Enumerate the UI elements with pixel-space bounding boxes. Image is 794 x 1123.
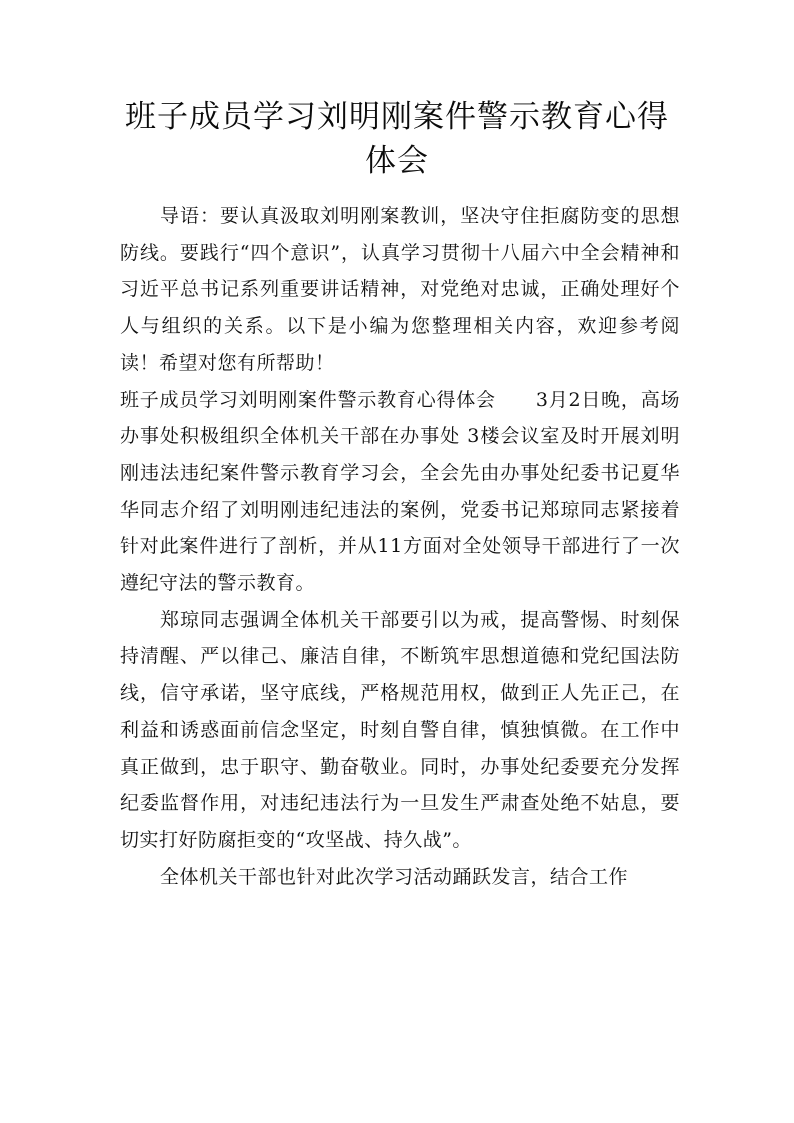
paragraph-1-text: 3月2日晚，高场办事处积极组织全体机关干部在办事处 3楼会议室及时开展刘明刚违法违纪案件警示教育学习会，全会先由办事处纪委书记夏华华同志介绍了刘明刚违纪违法的案例，党委书记郑琼同志紧接着针对此案件进行了剖析，并从11方面对全处领导干部进行了一次遵纪守法的警示教育。 [120, 388, 680, 595]
intro-paragraph: 导语：要认真汲取刘明刚案教训，坚决守住拒腐防变的思想防线。要践行“四个意识”，认真学习贯彻十八届六中全会精神和习近平总书记系列重要讲话精神，对党绝对忠诚，正确处理好个人与组织的关系。以下是小编为您整理相关内容，欢迎参考阅读！希望对您有所帮助！ [120, 205, 680, 374]
subtitle-text: 班子成员学习刘明刚案件警示教育心得体会 [120, 388, 496, 411]
paragraph-1 [120, 382, 680, 602]
paragraph-2: 郑琼同志强调全体机关干部要引以为戒，提高警惕、时刻保持清醒、严以律己、廉洁自律，不断筑牢思想道德和党纪国法防线，信守承诺，坚守底线，严格规范用权，做到正人先正己，在利益和诱惑面前信念坚定，时刻自警自律，慎独慎微。在工作中真正做到，忠于职守、勤奋敬业。同时，办事处纪委要充分发挥纪委监督作用，对违纪违法行为一旦发生严肃查处绝不姑息，要切实打好防腐拒变的“攻坚战、持久战”。 [120, 608, 680, 851]
paragraph-3: 全体机关干部也针对此次学习活动踊跃发言，结合工作 [160, 865, 629, 888]
title-line-1: 班子成员学习刘明刚案件警示教育心得 [125, 99, 669, 135]
document-body [120, 198, 680, 895]
page-title [100, 95, 694, 183]
title-line-2: 体会 [365, 143, 429, 179]
